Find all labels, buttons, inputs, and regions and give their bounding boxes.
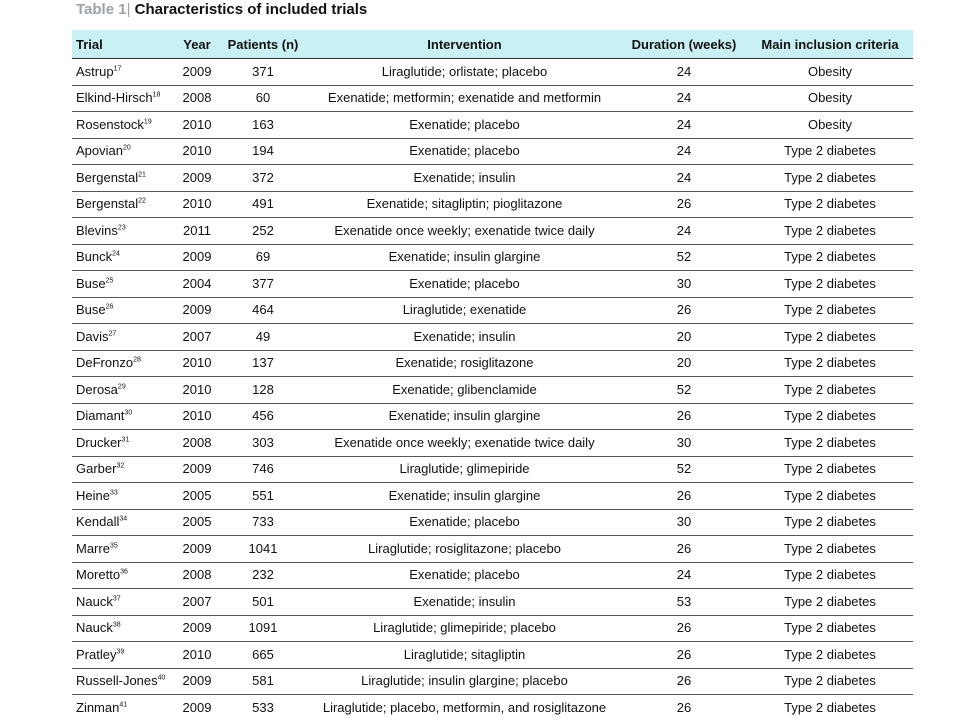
cell-patients: 69 — [218, 244, 308, 271]
trial-name: Russell-Jones — [76, 673, 158, 689]
table-row — [72, 403, 913, 430]
cell-year: 2010 — [176, 350, 218, 377]
table-row — [72, 483, 913, 510]
table-row — [72, 562, 913, 589]
cell-patients: 1041 — [218, 536, 308, 563]
cell-trial — [72, 324, 176, 351]
trial-name: Moretto — [76, 567, 121, 583]
cell-trial — [72, 509, 176, 536]
trial-reference: 26 — [105, 303, 114, 311]
table-row — [72, 350, 913, 377]
trial-reference: 17 — [113, 65, 122, 73]
cell-duration: 26 — [621, 668, 747, 695]
trial-name: Elkind-Hirsch — [76, 90, 153, 106]
cell-duration: 30 — [621, 430, 747, 457]
table-row — [72, 271, 913, 298]
cell-trial — [72, 456, 176, 483]
trial-reference: 24 — [112, 250, 120, 258]
cell-year: 2008 — [176, 430, 218, 457]
cell-duration: 24 — [621, 112, 747, 139]
cell-criteria: Type 2 diabetes — [747, 403, 913, 430]
trial-name: Pratley — [76, 646, 117, 662]
cell-year: 2005 — [176, 483, 218, 510]
cell-intervention: Exenatide; insulin — [308, 165, 621, 192]
trial-reference: 20 — [122, 144, 131, 152]
table-row — [72, 244, 913, 271]
trial-reference: 19 — [143, 118, 152, 126]
cell-intervention: Liraglutide; sitagliptin — [308, 642, 621, 669]
cell-intervention: Liraglutide; placebo, metformin, and rosiglitazone — [308, 695, 621, 720]
header-criteria: Main inclusion criteria — [747, 30, 913, 59]
cell-patients: 372 — [218, 165, 308, 192]
trial-name: Nauck — [76, 620, 113, 636]
cell-criteria: Obesity — [747, 59, 913, 86]
cell-patients: 377 — [218, 271, 308, 298]
cell-year: 2010 — [176, 377, 218, 404]
cell-intervention: Exenatide; placebo — [308, 562, 621, 589]
cell-duration: 26 — [621, 695, 747, 720]
cell-year: 2009 — [176, 695, 218, 720]
trial-name: Garber — [76, 461, 117, 477]
cell-patients: 49 — [218, 324, 308, 351]
table-caption — [76, 0, 367, 20]
table-row — [72, 589, 913, 616]
cell-patients: 194 — [218, 138, 308, 165]
table-row — [72, 324, 913, 351]
cell-criteria: Type 2 diabetes — [747, 536, 913, 563]
cell-intervention: Liraglutide; insulin glargine; placebo — [308, 668, 621, 695]
cell-criteria: Type 2 diabetes — [747, 430, 913, 457]
cell-patients: 128 — [218, 377, 308, 404]
cell-patients: 491 — [218, 191, 308, 218]
trials-table — [72, 30, 913, 720]
cell-year: 2008 — [176, 85, 218, 112]
trial-name: Marre — [76, 540, 110, 556]
trial-name: Kendall — [76, 514, 120, 530]
table-row — [72, 377, 913, 404]
cell-patients: 456 — [218, 403, 308, 430]
trial-reference: 28 — [133, 356, 141, 364]
cell-year: 2009 — [176, 59, 218, 86]
cell-trial — [72, 244, 176, 271]
trial-reference: 36 — [120, 568, 128, 576]
cell-criteria: Type 2 diabetes — [747, 695, 913, 720]
trial-reference: 33 — [109, 489, 118, 497]
caption-title: Characteristics of included trials — [134, 1, 368, 18]
cell-year: 2009 — [176, 297, 218, 324]
cell-trial — [72, 377, 176, 404]
table-row — [72, 430, 913, 457]
cell-duration: 53 — [621, 589, 747, 616]
cell-trial — [72, 112, 176, 139]
trial-reference: 25 — [105, 277, 114, 285]
cell-year: 2009 — [176, 668, 218, 695]
cell-patients: 303 — [218, 430, 308, 457]
trial-reference: 23 — [117, 224, 126, 232]
cell-criteria: Type 2 diabetes — [747, 165, 913, 192]
cell-patients: 252 — [218, 218, 308, 245]
cell-criteria: Type 2 diabetes — [747, 377, 913, 404]
table-row — [72, 297, 913, 324]
cell-patients: 1091 — [218, 615, 308, 642]
cell-patients: 60 — [218, 85, 308, 112]
trial-name: Bergenstal — [76, 169, 139, 185]
cell-criteria: Type 2 diabetes — [747, 642, 913, 669]
cell-intervention: Exenatide; placebo — [308, 138, 621, 165]
cell-year: 2010 — [176, 403, 218, 430]
trial-reference: 37 — [112, 595, 121, 603]
trial-name: Bunck — [76, 249, 113, 265]
cell-year: 2010 — [176, 138, 218, 165]
cell-criteria: Type 2 diabetes — [747, 244, 913, 271]
table-row — [72, 85, 913, 112]
trial-name: Diamant — [76, 408, 125, 424]
cell-year: 2004 — [176, 271, 218, 298]
cell-duration: 26 — [621, 615, 747, 642]
cell-year: 2009 — [176, 165, 218, 192]
cell-duration: 52 — [621, 377, 747, 404]
cell-trial — [72, 668, 176, 695]
cell-trial — [72, 483, 176, 510]
cell-criteria: Obesity — [747, 112, 913, 139]
cell-intervention: Exenatide once weekly; exenatide twice daily — [308, 430, 621, 457]
header-row — [72, 30, 913, 59]
cell-year: 2010 — [176, 112, 218, 139]
cell-trial — [72, 59, 176, 86]
cell-duration: 30 — [621, 509, 747, 536]
trial-reference: 40 — [157, 674, 166, 682]
trial-name: Heine — [76, 487, 110, 503]
cell-intervention: Exenatide; insulin glargine — [308, 244, 621, 271]
cell-intervention: Liraglutide; rosiglitazone; placebo — [308, 536, 621, 563]
cell-intervention: Exenatide; placebo — [308, 271, 621, 298]
cell-trial — [72, 615, 176, 642]
trial-name: Blevins — [76, 222, 118, 238]
table-row — [72, 165, 913, 192]
cell-year: 2011 — [176, 218, 218, 245]
table-row — [72, 536, 913, 563]
cell-year: 2005 — [176, 509, 218, 536]
cell-trial — [72, 695, 176, 720]
cell-criteria: Type 2 diabetes — [747, 191, 913, 218]
cell-duration: 26 — [621, 297, 747, 324]
cell-criteria: Type 2 diabetes — [747, 297, 913, 324]
cell-criteria: Type 2 diabetes — [747, 589, 913, 616]
trial-name: Drucker — [76, 434, 122, 450]
header-year: Year — [176, 30, 218, 59]
header-patients: Patients (n) — [218, 30, 308, 59]
trial-name: Buse — [76, 275, 106, 291]
cell-duration: 24 — [621, 218, 747, 245]
table-row — [72, 218, 913, 245]
trial-reference: 39 — [116, 648, 125, 656]
trial-reference: 29 — [117, 383, 126, 391]
cell-trial — [72, 191, 176, 218]
cell-duration: 30 — [621, 271, 747, 298]
trial-name: Zinman — [76, 699, 120, 715]
cell-duration: 52 — [621, 456, 747, 483]
cell-criteria: Type 2 diabetes — [747, 350, 913, 377]
cell-criteria: Type 2 diabetes — [747, 509, 913, 536]
cell-intervention: Exenatide; sitagliptin; pioglitazone — [308, 191, 621, 218]
cell-intervention: Exenatide; metformin; exenatide and metformin — [308, 85, 621, 112]
cell-duration: 24 — [621, 562, 747, 589]
cell-criteria: Type 2 diabetes — [747, 562, 913, 589]
cell-year: 2009 — [176, 615, 218, 642]
table-row — [72, 191, 913, 218]
trial-name: Derosa — [76, 381, 118, 397]
trial-reference: 38 — [112, 621, 121, 629]
cell-patients: 733 — [218, 509, 308, 536]
cell-criteria: Type 2 diabetes — [747, 668, 913, 695]
cell-intervention: Exenatide once weekly; exenatide twice daily — [308, 218, 621, 245]
caption-label: Table 1 — [76, 1, 127, 18]
table-row — [72, 615, 913, 642]
cell-year: 2007 — [176, 324, 218, 351]
trial-name: Bergenstal — [76, 196, 139, 212]
cell-criteria: Type 2 diabetes — [747, 615, 913, 642]
cell-intervention: Exenatide; insulin glargine — [308, 483, 621, 510]
cell-patients: 551 — [218, 483, 308, 510]
cell-trial — [72, 138, 176, 165]
trial-reference: 22 — [138, 197, 146, 205]
trial-reference: 31 — [121, 436, 130, 444]
trial-reference: 21 — [138, 171, 146, 179]
cell-patients: 371 — [218, 59, 308, 86]
cell-criteria: Type 2 diabetes — [747, 456, 913, 483]
cell-year: 2009 — [176, 536, 218, 563]
cell-duration: 26 — [621, 483, 747, 510]
trial-name: Nauck — [76, 593, 113, 609]
trial-reference: 30 — [124, 409, 133, 417]
cell-intervention: Liraglutide; orlistate; placebo — [308, 59, 621, 86]
cell-patients: 163 — [218, 112, 308, 139]
cell-patients: 137 — [218, 350, 308, 377]
table-body — [72, 59, 913, 720]
cell-year: 2010 — [176, 642, 218, 669]
table-row — [72, 509, 913, 536]
trial-name: Apovian — [76, 143, 123, 159]
cell-duration: 24 — [621, 85, 747, 112]
cell-year: 2009 — [176, 456, 218, 483]
trial-reference: 35 — [109, 542, 118, 550]
cell-trial — [72, 403, 176, 430]
table-row — [72, 456, 913, 483]
table-row — [72, 112, 913, 139]
cell-intervention: Exenatide; insulin — [308, 324, 621, 351]
trial-reference: 18 — [152, 91, 161, 99]
cell-trial — [72, 350, 176, 377]
cell-duration: 20 — [621, 324, 747, 351]
trial-name: Astrup — [76, 63, 114, 79]
cell-duration: 20 — [621, 350, 747, 377]
cell-criteria: Obesity — [747, 85, 913, 112]
cell-patients: 464 — [218, 297, 308, 324]
cell-duration: 24 — [621, 165, 747, 192]
cell-intervention: Liraglutide; exenatide — [308, 297, 621, 324]
cell-intervention: Exenatide; insulin glargine — [308, 403, 621, 430]
cell-patients: 533 — [218, 695, 308, 720]
header-trial: Trial — [72, 30, 176, 59]
cell-duration: 26 — [621, 642, 747, 669]
cell-duration: 26 — [621, 191, 747, 218]
cell-trial — [72, 642, 176, 669]
cell-intervention: Exenatide; rosiglitazone — [308, 350, 621, 377]
cell-trial — [72, 85, 176, 112]
cell-intervention: Liraglutide; glimepiride — [308, 456, 621, 483]
cell-patients: 581 — [218, 668, 308, 695]
table-row — [72, 59, 913, 86]
table-row — [72, 642, 913, 669]
header-duration: Duration (weeks) — [621, 30, 747, 59]
cell-criteria: Type 2 diabetes — [747, 483, 913, 510]
cell-trial — [72, 562, 176, 589]
cell-criteria: Type 2 diabetes — [747, 271, 913, 298]
header-intervention: Intervention — [308, 30, 621, 59]
cell-duration: 52 — [621, 244, 747, 271]
cell-trial — [72, 271, 176, 298]
trial-reference: 27 — [108, 330, 117, 338]
cell-duration: 26 — [621, 403, 747, 430]
trial-reference: 41 — [119, 701, 128, 709]
cell-patients: 232 — [218, 562, 308, 589]
trial-reference: 32 — [116, 462, 125, 470]
cell-patients: 665 — [218, 642, 308, 669]
trial-name: DeFronzo — [76, 355, 134, 371]
trial-name: Rosenstock — [76, 116, 144, 132]
cell-trial — [72, 589, 176, 616]
cell-intervention: Exenatide; glibenclamide — [308, 377, 621, 404]
cell-trial — [72, 430, 176, 457]
trial-name: Buse — [76, 302, 106, 318]
cell-year: 2010 — [176, 191, 218, 218]
trial-name: Davis — [76, 328, 109, 344]
cell-intervention: Exenatide; placebo — [308, 112, 621, 139]
cell-patients: 746 — [218, 456, 308, 483]
table-row — [72, 138, 913, 165]
cell-trial — [72, 297, 176, 324]
cell-trial — [72, 536, 176, 563]
table-row — [72, 695, 913, 720]
trial-reference: 34 — [119, 515, 128, 523]
cell-trial — [72, 218, 176, 245]
cell-criteria: Type 2 diabetes — [747, 218, 913, 245]
cell-criteria: Type 2 diabetes — [747, 138, 913, 165]
cell-duration: 24 — [621, 59, 747, 86]
cell-year: 2007 — [176, 589, 218, 616]
cell-criteria: Type 2 diabetes — [747, 324, 913, 351]
cell-duration: 26 — [621, 536, 747, 563]
cell-intervention: Exenatide; placebo — [308, 509, 621, 536]
table-row — [72, 668, 913, 695]
cell-duration: 24 — [621, 138, 747, 165]
cell-intervention: Exenatide; insulin — [308, 589, 621, 616]
cell-year: 2009 — [176, 244, 218, 271]
cell-year: 2008 — [176, 562, 218, 589]
cell-intervention: Liraglutide; glimepiride; placebo — [308, 615, 621, 642]
cell-patients: 501 — [218, 589, 308, 616]
caption-separator: | — [126, 1, 131, 18]
cell-trial — [72, 165, 176, 192]
